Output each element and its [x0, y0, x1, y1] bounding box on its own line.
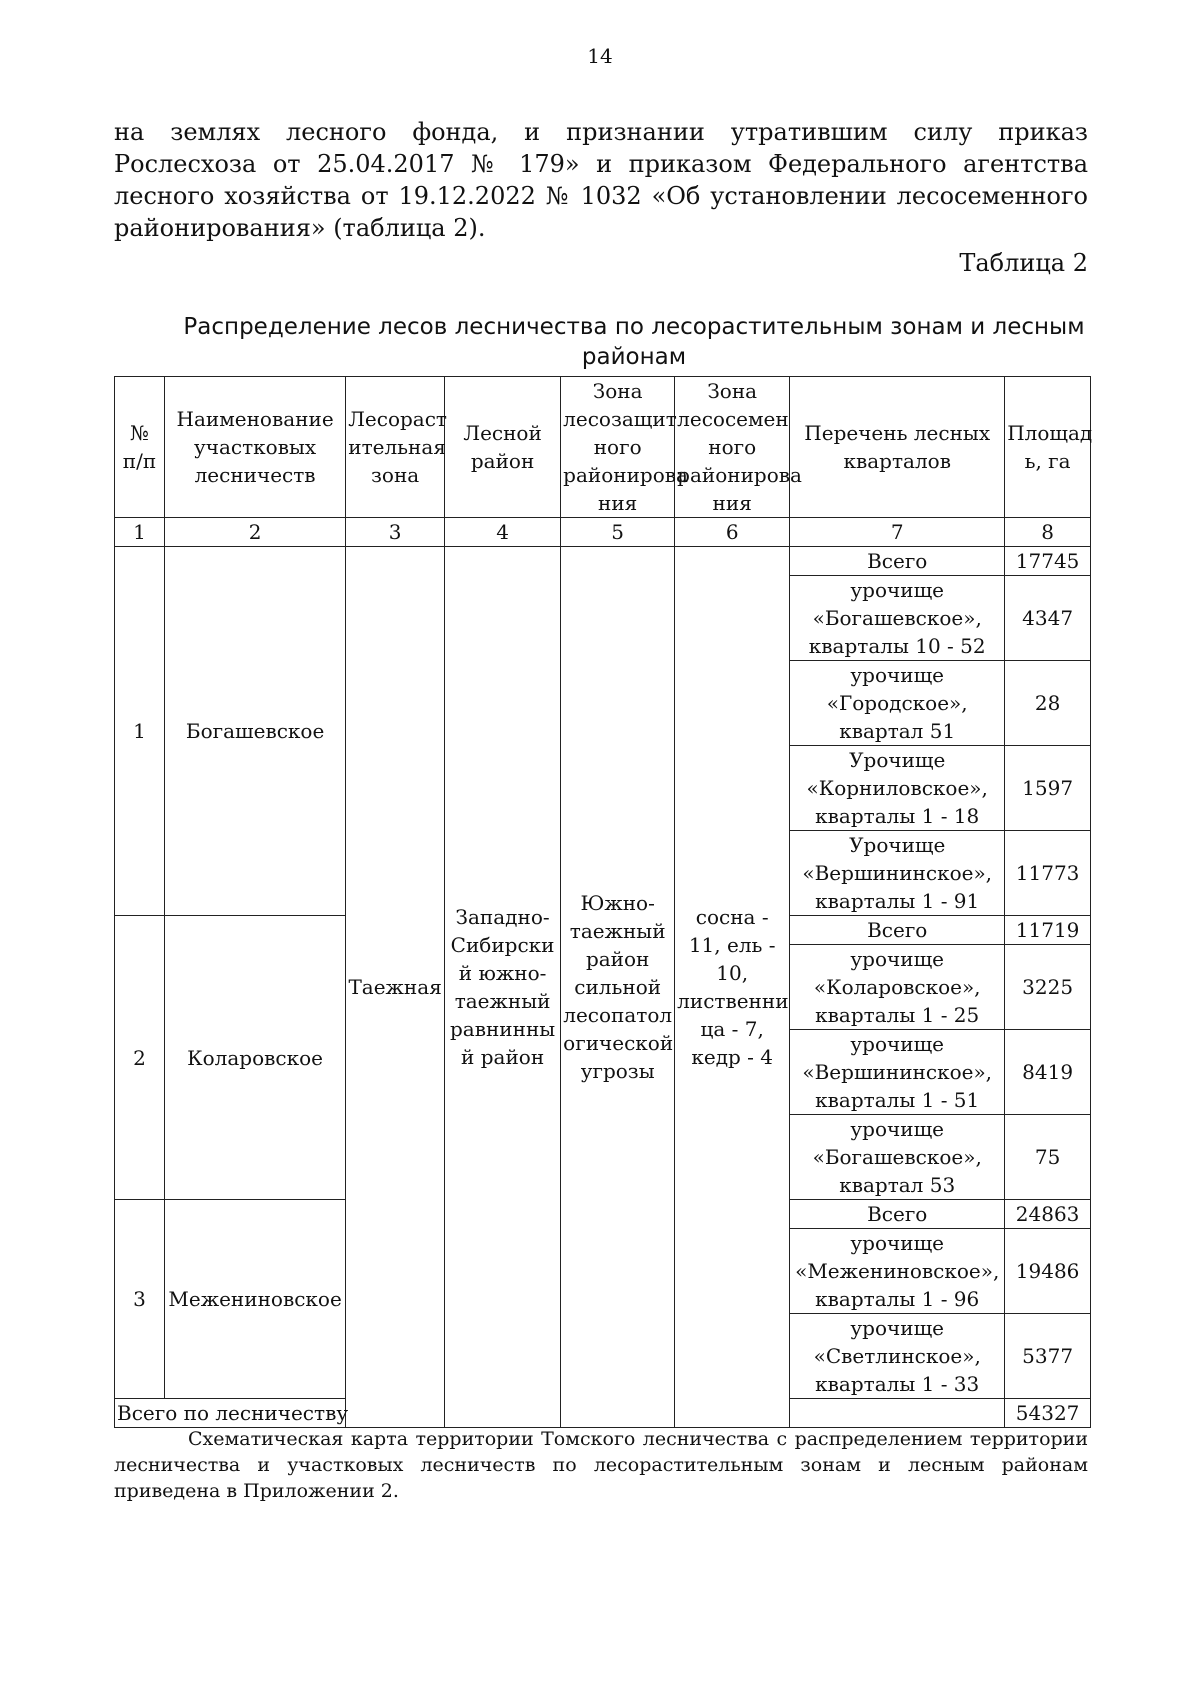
- forestry-name: Межениновское: [164, 1200, 345, 1399]
- header-forestry-name: Наименование участковых лесничеств: [164, 377, 345, 518]
- quarters-cell: Урочище «Вершининское», кварталы 1 - 91: [790, 831, 1005, 916]
- area-cell: 11773: [1005, 831, 1091, 916]
- quarters-cell: урочище «Светлинское», кварталы 1 - 33: [790, 1314, 1005, 1399]
- column-number: 8: [1005, 518, 1091, 547]
- area-cell: 5377: [1005, 1314, 1091, 1399]
- column-number: 6: [675, 518, 790, 547]
- area-cell: 75: [1005, 1115, 1091, 1200]
- area-cell: 19486: [1005, 1229, 1091, 1314]
- column-number: 2: [164, 518, 345, 547]
- quarters-cell: урочище «Вершининское», кварталы 1 - 51: [790, 1030, 1005, 1115]
- area-cell: 1597: [1005, 746, 1091, 831]
- total-label: Всего: [790, 547, 1005, 576]
- seed-zone: сосна - 11, ель - 10, лиственни ца - 7, кедр - 4: [675, 547, 790, 1428]
- quarters-cell: урочище «Городское», квартал 51: [790, 661, 1005, 746]
- header-protection-zone: Зона лесозащит ного районирова ния: [561, 377, 675, 518]
- total-area: 11719: [1005, 916, 1091, 945]
- intro-text: на землях лесного фонда, и признании утратившим силу приказ Рослесхоза от 25.04.2017 № 179» и приказом Федерального агентства лесного хозяйства от 19.12.2022 № 1032 «Об установлении лесосеменного районирования» (таблица 2).: [114, 118, 1088, 242]
- total-area: 17745: [1005, 547, 1091, 576]
- footer-area: 54327: [1005, 1399, 1091, 1428]
- quarters-cell: урочище «Межениновское», кварталы 1 - 96: [790, 1229, 1005, 1314]
- header-vegetation-zone: Лесораст ительная зона: [346, 377, 445, 518]
- forest-region: Западно-Сибирски й южно-таежный равнинны й район: [445, 547, 561, 1428]
- forestry-name: Богашевское: [164, 547, 345, 916]
- forestry-name: Коларовское: [164, 916, 345, 1200]
- area-cell: 8419: [1005, 1030, 1091, 1115]
- column-number: 5: [561, 518, 675, 547]
- group-number: 3: [115, 1200, 165, 1399]
- quarters-cell: Урочище «Корниловское», кварталы 1 - 18: [790, 746, 1005, 831]
- vegetation-zone: Таежная: [346, 547, 445, 1428]
- group-number: 1: [115, 547, 165, 916]
- total-label: Всего: [790, 1200, 1005, 1229]
- page-number: 14: [587, 44, 613, 68]
- protection-zone: Южно-таежный район сильной лесопатол огической угрозы: [561, 547, 675, 1428]
- footnote-paragraph: Схематическая карта территории Томского лесничества с распределением территории лесничества и участковых лесничеств по лесорастительным зонам и лесным районам приведена в Приложении 2.: [114, 1428, 1088, 1502]
- header-quarters-list: Перечень лесных кварталов: [790, 377, 1005, 518]
- column-number: 1: [115, 518, 165, 547]
- area-cell: 4347: [1005, 576, 1091, 661]
- footer-label: Всего по лесничеству: [115, 1399, 1005, 1428]
- column-number: 3: [346, 518, 445, 547]
- group-number: 2: [115, 916, 165, 1200]
- header-num: № п/п: [115, 377, 165, 518]
- total-label: Всего: [790, 916, 1005, 945]
- header-forest-region: Лесной район: [445, 377, 561, 518]
- quarters-cell: урочище «Богашевское», кварталы 10 - 52: [790, 576, 1005, 661]
- table-footer-row: [115, 1399, 1091, 1428]
- total-area: 24863: [1005, 1200, 1091, 1229]
- table-label: Таблица 2: [959, 249, 1088, 277]
- quarters-cell: урочище «Коларовское», кварталы 1 - 25: [790, 945, 1005, 1030]
- column-number-row: [115, 518, 1091, 547]
- table-title: Распределение лесов лесничества по лесорастительным зонам и лесным районам: [183, 314, 1085, 370]
- area-cell: 28: [1005, 661, 1091, 746]
- intro-paragraph: [114, 116, 1088, 244]
- table-row: [115, 547, 1091, 576]
- header-seed-zone: Зона лесосемен ного районирова ния: [675, 377, 790, 518]
- header-area: Площад ь, га: [1005, 377, 1091, 518]
- header-row: [115, 377, 1091, 518]
- column-number: 7: [790, 518, 1005, 547]
- forest-distribution-table: [114, 376, 1091, 1428]
- column-number: 4: [445, 518, 561, 547]
- quarters-cell: урочище «Богашевское», квартал 53: [790, 1115, 1005, 1200]
- area-cell: 3225: [1005, 945, 1091, 1030]
